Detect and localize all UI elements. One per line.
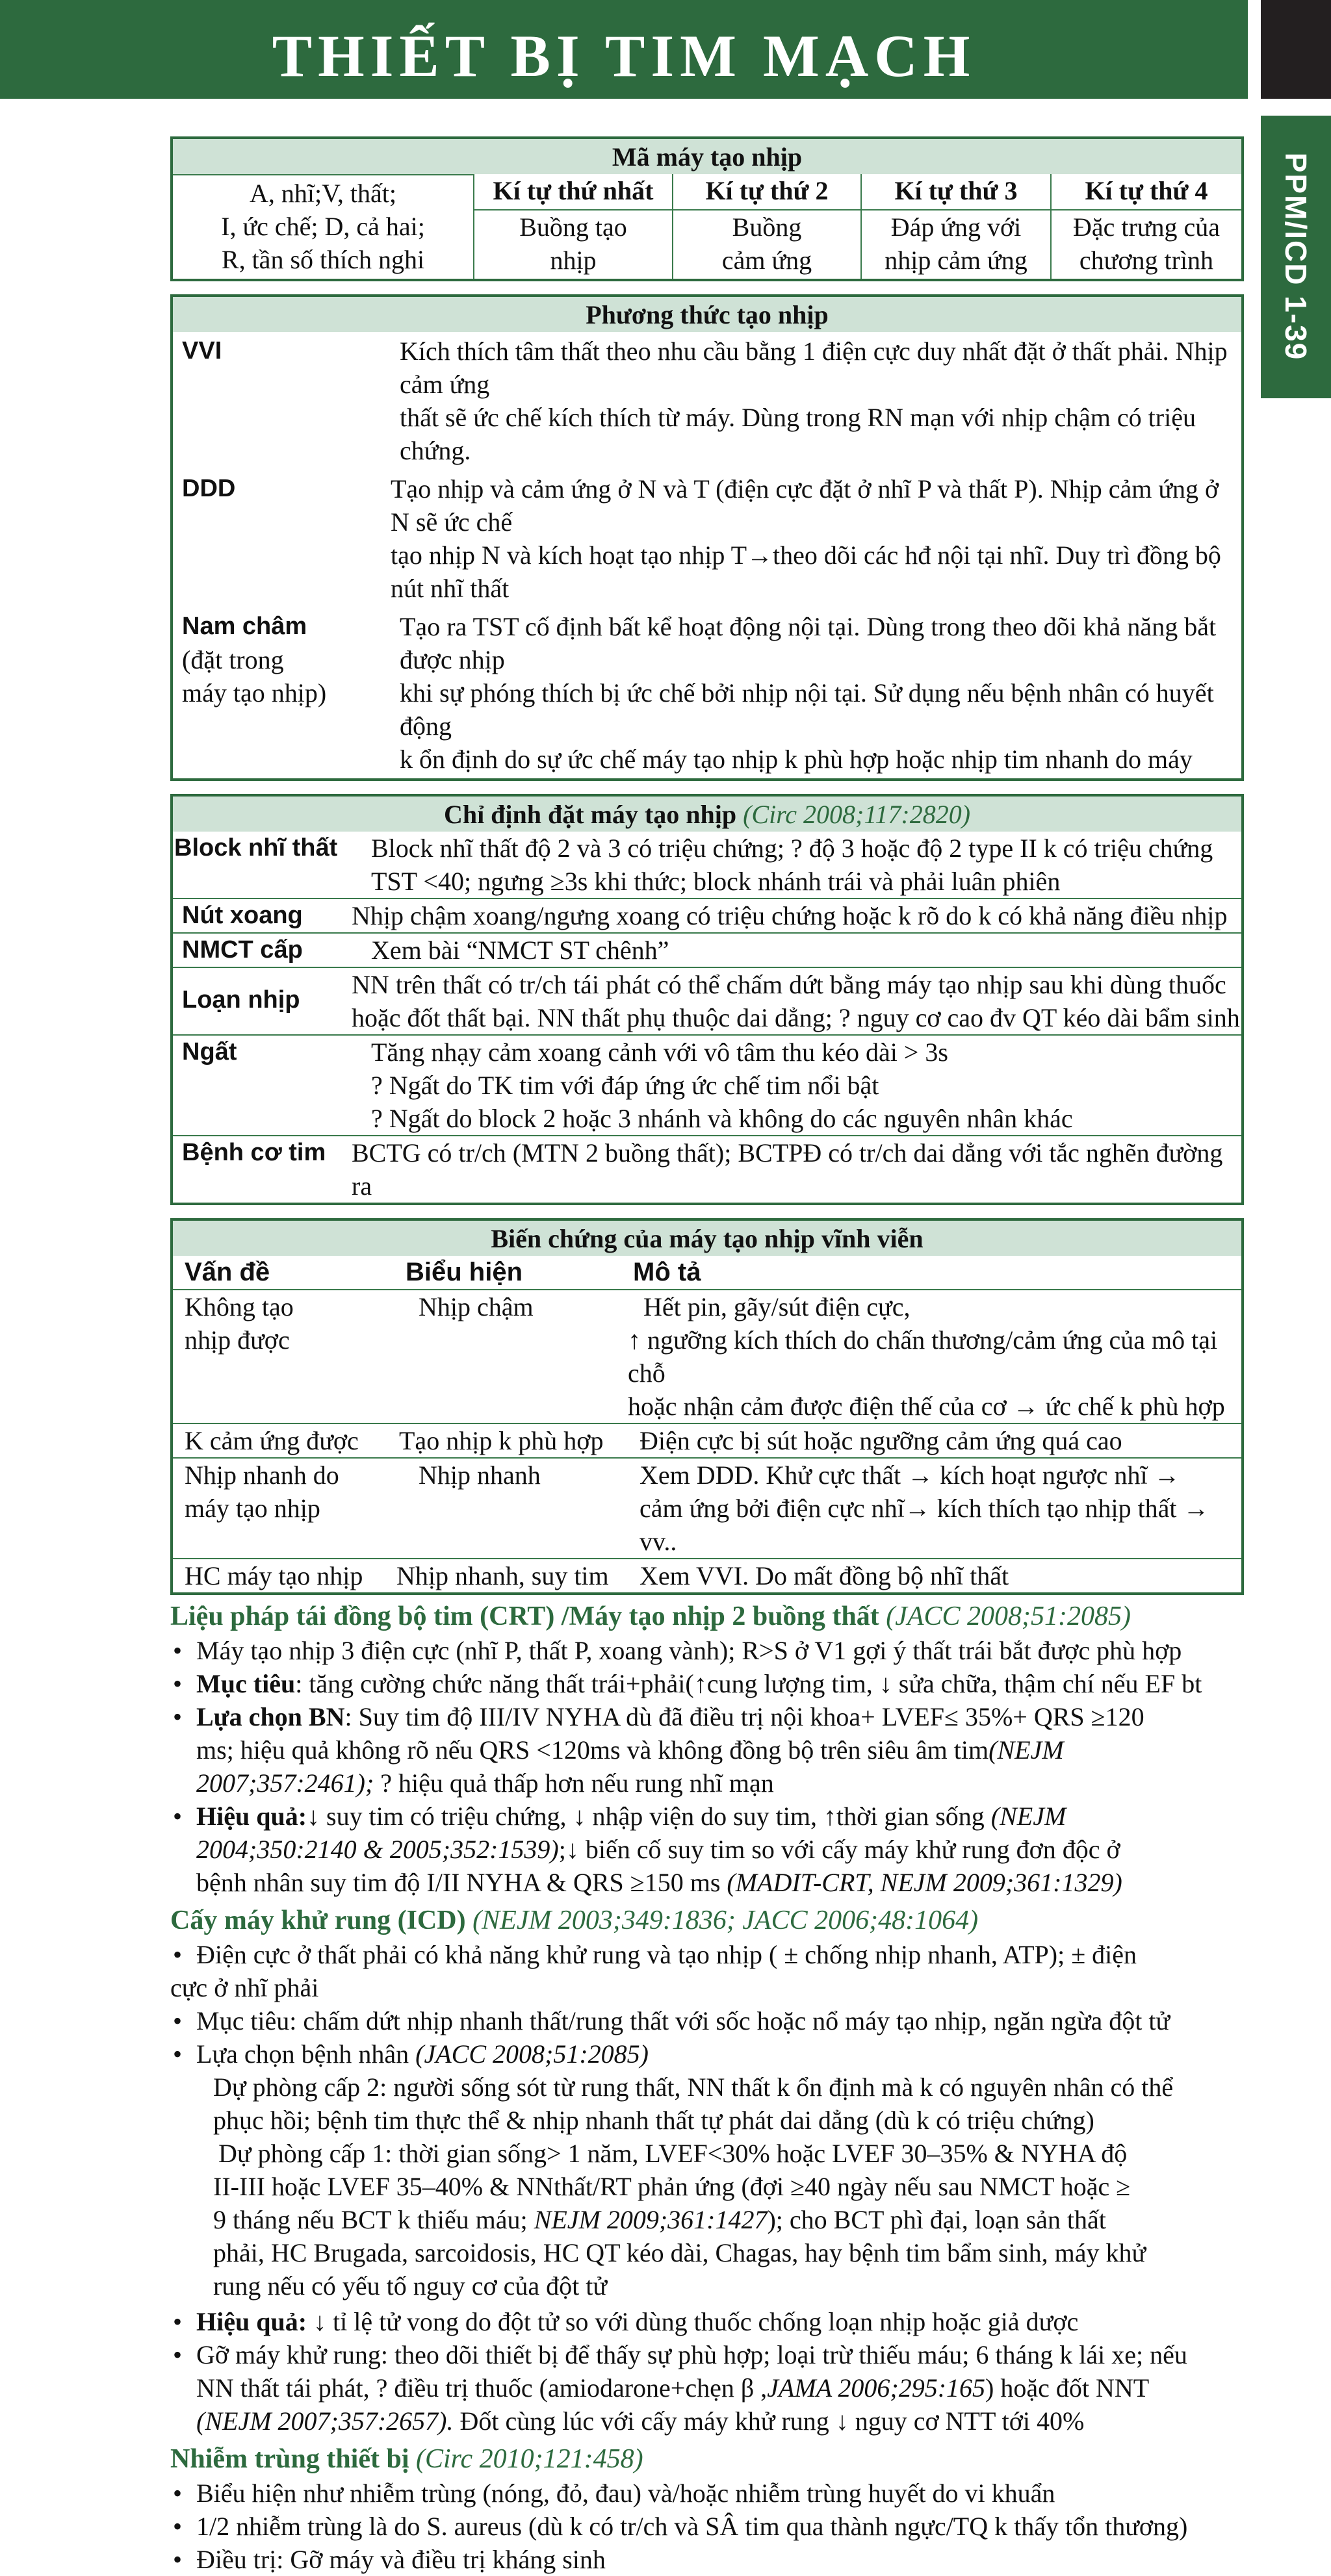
legend-line: R, tần số thích nghi	[221, 245, 425, 274]
complication-sign: Tạo nhịp k phù hợp	[399, 1426, 604, 1455]
complication-row	[173, 1457, 1241, 1558]
pacer-code-title: Mã máy tạo nhịp	[173, 139, 1241, 174]
complication-row	[173, 1558, 1241, 1592]
pacing-modes-title: Phương thức tạo nhịp	[173, 297, 1241, 332]
complication-problem: K cảm ứng được	[185, 1426, 359, 1455]
pacing-mode-row	[173, 607, 1241, 778]
complications-title: Biến chứng của máy tạo nhịp vĩnh viễn	[173, 1221, 1241, 1256]
infection-citation: (Circ 2010;121:458)	[416, 2444, 643, 2474]
icd-section	[170, 1903, 1244, 2438]
list-item: • Hiệu quả: ↓ tỉ lệ tử vong do đột tử so với dùng thuốc chống loạn nhịp hoặc giả dược	[170, 2305, 1244, 2338]
complication-problem: HC máy tạo nhịp	[185, 1561, 363, 1590]
complications-header-row	[173, 1256, 1241, 1289]
complication-row	[173, 1289, 1241, 1423]
infection-title: Nhiễm trùng thiết bị (Circ 2010;121:458)	[170, 2444, 643, 2474]
icd-title: Cấy máy khử rung (ICD) (NEJM 2003;349:1836; JACC 2006;48:1064)	[170, 1906, 979, 1935]
list-item: • Điện cực ở thất phải có khả năng khử rung và tạo nhịp ( ± chống nhịp nhanh, ATP); ± điện cực ở nhĩ phải	[170, 1938, 1244, 2004]
pacer-code-header: Kí tự thứ 4	[1050, 174, 1241, 209]
list-item: • Biểu hiện như nhiễm trùng (nóng, đỏ, đau) và/hoặc nhiễm trùng huyết do vi khuẩn	[170, 2477, 1244, 2510]
pacing-mode-key: DDD	[182, 475, 236, 502]
corner-block	[1261, 0, 1331, 99]
icd-secondary-prevention: Dự phòng cấp 2: người sống sót từ rung thất, NN thất k ổn định mà k có nguyên nhân có thể phục hồi; bệnh tim thực thể & nhịp nhanh thất tự phát dai dẳng (dù k có triệu chứng)	[213, 2072, 1174, 2135]
complication-problem: Nhịp nhanh do máy tạo nhịp	[185, 1460, 339, 1523]
indication-desc: Tăng nhạy cảm xoang cảnh với vô tâm thu kéo dài > 3s ? Ngất do TK tim với đáp ứng ức chế tim nổi bật ? Ngất do block 2 hoặc 3 nhánh và không do các nguyên nhân khác	[371, 1038, 1073, 1133]
complication-sign: Nhịp nhanh	[419, 1460, 541, 1490]
indication-row	[173, 1034, 1241, 1135]
pacer-code-header: Kí tự thứ nhất	[473, 174, 672, 209]
complication-row	[173, 1423, 1241, 1457]
pacing-mode-key: VVI	[182, 337, 222, 364]
column-header: Mô tả	[633, 1258, 701, 1286]
pacer-code-header: Kí tự thứ 2	[672, 174, 860, 209]
column-header: Vấn đề	[185, 1258, 270, 1286]
indications-box	[170, 794, 1244, 1205]
pacing-mode-row	[173, 332, 1241, 470]
complication-sign: Nhịp chậm	[419, 1292, 534, 1321]
list-item: • Lựa chọn bệnh nhân (JACC 2008;51:2085)	[170, 2037, 1244, 2071]
list-item: • Gỡ máy khử rung: theo dõi thiết bị để thấy sự phù hợp; loại trừ thiếu máu; 6 tháng k lái xe; nếu NN thất tái phát, ? điều trị thuốc (amiodarone+chẹn β ,JAMA 2006;295:165) hoặc đốt NNT (NEJM 2007;357:2657). Đốt cùng lúc với cấy máy khử rung ↓ nguy cơ NTT tới 40%	[170, 2338, 1244, 2438]
pacing-mode-key: Nam châm (đặt trong máy tạo nhịp)	[182, 613, 327, 708]
column-header: Biểu hiện	[406, 1258, 523, 1286]
indication-row	[173, 967, 1241, 1034]
icd-primary-prevention: Dự phòng cấp 1: thời gian sống> 1 năm, LVEF<30% hoặc LVEF 30–35% & NYHA độ II-III hoặc LVEF 35–40% & NNthất/RT phản ứng (đợi ≥40 ngày nếu sau NMCT hoặc ≥ 9 tháng nếu BCT k thiếu máu; NEJM 2009;361:1427); cho BCT phì đại, loạn sản thất phải, HC Brugada, sarcoidosis, HC QT kéo dài, Chagas, hay bệnh tim bẩm sinh, máy khử rung nếu có yếu tố nguy cơ của đột tử	[213, 2139, 1146, 2301]
complications-box	[170, 1218, 1244, 1595]
list-item: • Máy tạo nhịp 3 điện cực (nhĩ P, thất P, xoang vành); R>S ở V1 gợi ý thất trái bắt được phù hợp	[170, 1634, 1244, 1667]
list-item: • Mục tiêu: chấm dứt nhịp nhanh thất/rung thất với sốc hoặc nổ máy tạo nhịp, ngăn ngừa đột tử	[170, 2004, 1244, 2037]
indication-desc: Nhịp chậm xoang/ngưng xoang có triệu chứng hoặc k rõ do k có khả năng điều nhịp	[352, 901, 1228, 930]
complication-desc: Hết pin, gãy/sút điện cực, ↑ ngưỡng kích thích do chấn thương/cảm ứng của mô tại chỗ hoặc nhận cảm được điện thế của cơ → ức chế k phù hợp	[628, 1292, 1225, 1421]
indication-key: Ngất	[182, 1038, 237, 1065]
crt-section	[170, 1599, 1244, 1899]
complication-desc: Xem VVI. Do mất đồng bộ nhĩ thất	[640, 1561, 1009, 1590]
list-item: • Lựa chọn BN: Suy tim độ III/IV NYHA dù đã điều trị nội khoa+ LVEF≤ 35%+ QRS ≥120 ms; hiệu quả không rõ nếu QRS <120ms và không đồng bộ trên siêu âm tim(NEJM 2007;357:2461); ? hiệu quả thấp hơn nếu rung nhĩ mạn	[170, 1700, 1244, 1800]
indication-row	[173, 932, 1241, 967]
main-content	[170, 136, 1244, 2576]
indication-key: Bệnh cơ tim	[182, 1139, 326, 1166]
complication-desc: Xem DDD. Khử cực thất → kích hoạt ngược nhĩ → cảm ứng bởi điện cực nhĩ→ kích thích tạo nhịp thất → vv..	[640, 1460, 1209, 1556]
pacer-code-value: Đáp ứng với nhịp cảm ứng	[860, 209, 1050, 279]
infection-list	[170, 2477, 1244, 2576]
indications-title: Chỉ định đặt máy tạo nhịp (Circ 2008;117:2820)	[173, 797, 1241, 832]
header-banner	[0, 0, 1248, 99]
pacing-mode-desc: Tạo ra TST cố định bất kể hoạt động nội tại. Dùng trong theo dõi khả năng bắt được nhịp khi sự phóng thích bị ức chế bởi nhịp nội tại. Sử dụng nếu bệnh nhân có huyết động k ổn định do sự ức chế máy tạo nhịp k phù hợp hoặc nhịp tim nhanh do máy	[400, 612, 1217, 774]
pacing-mode-desc: Kích thích tâm thất theo nhu cầu bằng 1 điện cực duy nhất đặt ở thất phải. Nhịp cảm ứng thất sẽ ức chế kích thích từ máy. Dùng trong RN mạn với nhịp chậm có triệu chứng.	[400, 337, 1228, 465]
list-item: • Điều trị: Gỡ máy và điều trị kháng sinh	[170, 2543, 1244, 2576]
indication-key: Loạn nhịp	[182, 986, 300, 1014]
indication-desc: NN trên thất có tr/ch tái phát có thể chấm dứt bằng máy tạo nhịp sau khi dùng thuốc hoặc đốt thất bại. NN thất phụ thuộc dai dẳng; ? nguy cơ cao đv QT kéo dài bẩm sinh	[352, 970, 1240, 1032]
indication-desc: Block nhĩ thất độ 2 và 3 có triệu chứng; ? độ 3 hoặc độ 2 type II k có triệu chứng TST <40; ngưng ≥3s khi thức; block nhánh trái và phải luân phiên	[371, 834, 1213, 896]
legend-line: I, ức chế; D, cả hai;	[221, 212, 425, 241]
indication-row	[173, 832, 1241, 898]
side-tab	[1261, 116, 1331, 398]
indication-desc: BCTG có tr/ch (MTN 2 buồng thất); BCTPĐ có tr/ch dai dẳng với tắc nghẽn đường ra	[352, 1138, 1223, 1201]
crt-citation: (JACC 2008;51:2085)	[886, 1601, 1131, 1631]
complication-desc: Điện cực bị sút hoặc ngưỡng cảm ứng quá cao	[640, 1426, 1122, 1455]
side-tab-label: PPM/ICD 1-39	[1279, 152, 1313, 361]
crt-title: Liệu pháp tái đồng bộ tim (CRT) /Máy tạo nhịp 2 buồng thất (JACC 2008;51:2085)	[170, 1601, 1131, 1631]
indication-key: Nút xoang	[182, 902, 303, 929]
indication-row	[173, 1135, 1241, 1203]
indication-desc: Xem bài “NMCT ST chênh”	[371, 936, 669, 965]
complication-problem: Không tạo nhịp được	[185, 1292, 294, 1355]
pacer-code-value: Đặc trưng của chương trình	[1050, 209, 1241, 279]
icd-citation: (NEJM 2003;349:1836; JACC 2006;48:1064)	[472, 1906, 979, 1935]
crt-list	[170, 1634, 1244, 1899]
pacer-code-box	[170, 136, 1244, 281]
pacer-code-value: Buồng tạo nhịp	[473, 209, 672, 279]
icd-list	[170, 1938, 1244, 2071]
pacing-mode-row	[173, 470, 1241, 607]
legend-line: A, nhĩ;V, thất;	[250, 179, 396, 208]
list-item: • 1/2 nhiễm trùng là do S. aureus (dù k có tr/ch và SÂ tim qua thành ngực/TQ k thấy tổn thương)	[170, 2510, 1244, 2543]
indication-row	[173, 898, 1241, 932]
page-title: THIẾT BỊ TIM MẠCH	[272, 23, 976, 89]
indication-key: NMCT cấp	[182, 936, 303, 963]
indication-key: Block nhĩ thất	[174, 834, 338, 861]
pacer-code-legend	[173, 174, 473, 279]
pacer-code-value: Buồng cảm ứng	[672, 209, 860, 279]
pacer-code-grid	[173, 174, 1241, 279]
pacing-modes-box	[170, 294, 1244, 781]
list-item: • Hiệu quả:↓ suy tim có triệu chứng, ↓ nhập viện do suy tim, ↑thời gian sống (NEJM 2004;350:2140 & 2005;352:1539);↓ biến cố suy tim so với cấy máy khử rung đơn độc ở bệnh nhân suy tim độ I/II NYHA & QRS ≥150 ms (MADIT-CRT, NEJM 2009;361:1329)	[170, 1800, 1244, 1899]
pacing-mode-desc: Tạo nhịp và cảm ứng ở N và T (điện cực đặt ở nhĩ P và thất P). Nhịp cảm ứng ở N sẽ ức chế tạo nhịp N và kích hoạt tạo nhịp T→theo dõi các hđ nội tại nhĩ. Duy trì đồng bộ nút nhĩ thất	[391, 474, 1221, 603]
list-item: • Mục tiêu: tăng cường chức năng thất trái+phải(↑cung lượng tim, ↓ sửa chữa, thậm chí nếu EF bt	[170, 1667, 1244, 1700]
icd-list-2	[170, 2305, 1244, 2438]
infection-section	[170, 2442, 1244, 2576]
complication-sign: Nhịp nhanh, suy tim	[396, 1561, 609, 1590]
indications-citation: (Circ 2008;117:2820)	[743, 800, 971, 829]
pacer-code-header: Kí tự thứ 3	[860, 174, 1050, 209]
